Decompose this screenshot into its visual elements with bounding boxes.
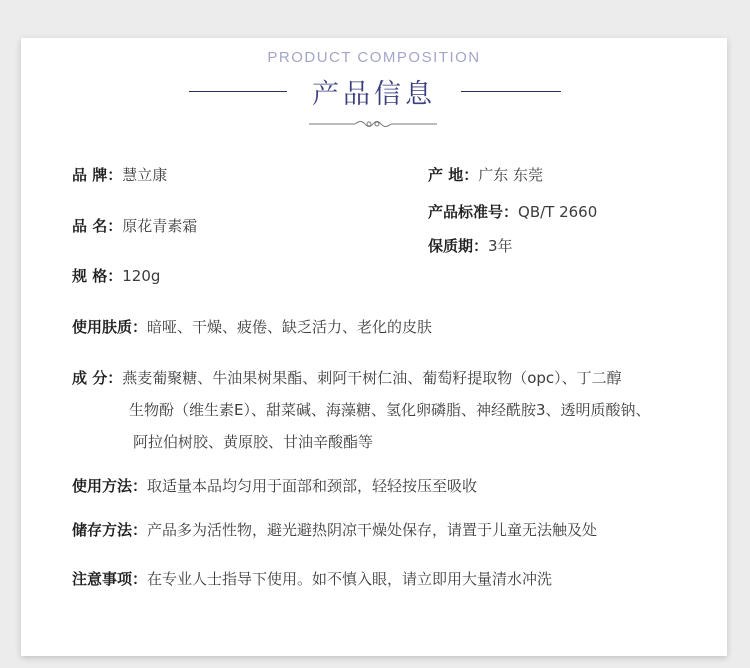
caution-value: 在专业人士指导下使用。如不慎入眼，请立即用大量清水冲洗 (147, 570, 553, 588)
field-skin-type (72, 316, 432, 337)
usage-label: 使用方法： (72, 477, 148, 495)
standard-label: 产品标准号： (428, 203, 519, 221)
shelf-life-label: 保质期： (428, 237, 489, 255)
title-rule-right (461, 91, 561, 92)
field-standard (428, 201, 597, 222)
name-label: 品 名： (72, 217, 123, 235)
field-name (72, 215, 197, 236)
name-value: 原花青素霜 (122, 217, 198, 235)
section-subtitle: PRODUCT COMPOSITION (267, 49, 481, 66)
skin-type-value: 暗哑、干燥、疲倦、缺乏活力、老化的皮肤 (147, 318, 433, 336)
field-origin (428, 164, 543, 185)
usage-value: 取适量本品均匀用于面部和颈部，轻轻按压至吸收 (147, 477, 478, 495)
field-shelf-life (428, 235, 513, 256)
skin-type-label: 使用肤质： (72, 318, 148, 336)
storage-value: 产品多为活性物，避光避热阴凉干燥处保存，请置于儿童无法触及处 (147, 521, 598, 539)
ingredients-line3: 阿拉伯树胶、黄原胶、甘油辛酸酯等 (133, 433, 374, 451)
storage-label: 储存方法： (72, 521, 148, 539)
field-caution (72, 568, 552, 589)
field-brand (72, 164, 167, 185)
ingredients-label: 成 分： (72, 369, 123, 387)
brand-value: 慧立康 (122, 166, 168, 184)
brand-label: 品 牌： (72, 166, 123, 184)
standard-value: QB/T 2660 (518, 203, 598, 221)
section-title: 产品信息 (312, 79, 436, 110)
field-ingredients (72, 367, 622, 388)
field-spec (72, 265, 160, 286)
origin-label: 产 地： (428, 166, 479, 184)
ingredients-line2: 生物酚（维生素E）、甜菜碱、海藻糖、氢化卵磷脂、神经酰胺3、透明质酸钠、 (129, 401, 651, 419)
field-storage (72, 519, 597, 540)
spec-value: 120g (122, 267, 161, 285)
origin-value: 广东 东莞 (478, 166, 544, 184)
ingredients-line1: 燕麦葡聚糖、牛油果树果酯、刺阿干树仁油、葡萄籽提取物（opc）、丁二醇 (122, 369, 622, 387)
field-usage (72, 475, 477, 496)
caution-label: 注意事项： (72, 570, 148, 588)
spec-label: 规 格： (72, 267, 123, 285)
flourish-ornament-icon (309, 118, 437, 130)
product-info-card (21, 38, 727, 656)
shelf-life-value: 3年 (488, 237, 513, 255)
